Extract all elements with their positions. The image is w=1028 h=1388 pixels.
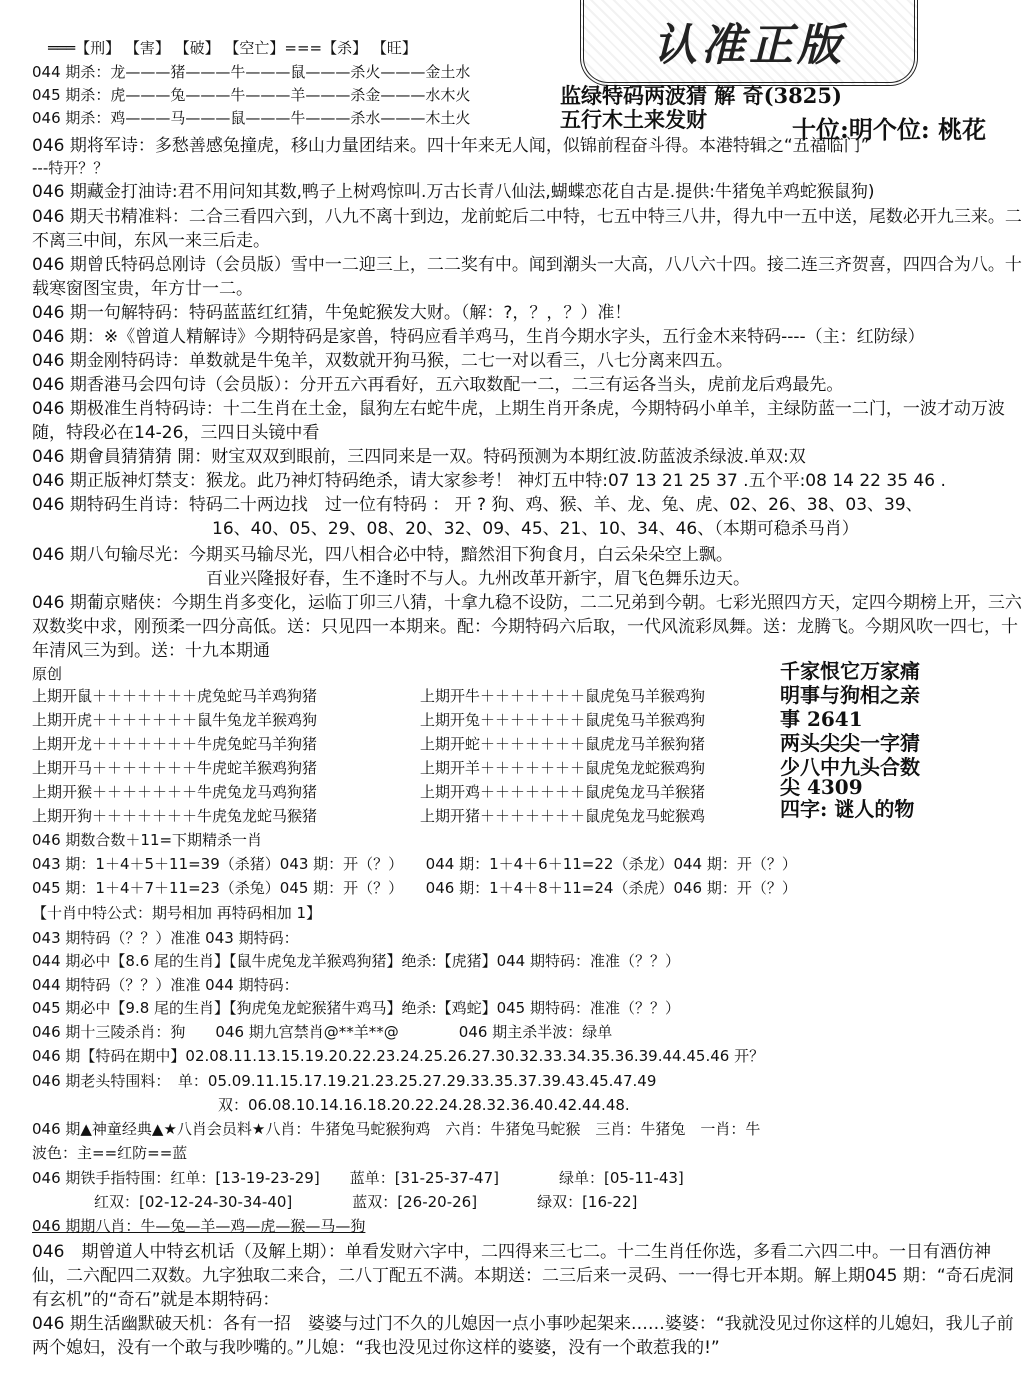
text-line: 046 期数合数＋11=下期精杀一肖 (32, 831, 263, 849)
header-row: ═══【刑】 【害】 【破】 【空亡】===【杀】 【旺】 (48, 39, 417, 57)
text-line: 百业兴隆报好春，生不逢时不与人。九州改革开新宇，眉飞色舞乐边天。 (206, 569, 750, 589)
text-line: 043 期：1＋4＋5＋11=39（杀猪）043 期：开（？） 044 期：1＋4＋6＋11=22（杀龙）044 期：开（？） (32, 855, 797, 873)
zodiac-left: 上期开虎＋＋＋＋＋＋＋鼠牛兔龙羊猴鸡狗 (32, 711, 318, 729)
text-line: 046 期期八肖：牛—兔—羊—鸡—虎—猴—马—狗 (32, 1217, 366, 1235)
zodiac-left: 上期开龙＋＋＋＋＋＋＋牛虎兔蛇马羊狗猪 (32, 735, 318, 753)
riddle-line: 千家恨它万家痛 (780, 659, 920, 683)
zodiac-right: 上期开蛇＋＋＋＋＋＋＋鼠虎龙马羊猴狗猪 (420, 735, 706, 753)
text-line: ---特开？？ (32, 159, 109, 177)
text-line: 【十肖中特公式：期号相加 再特码相加 1】 (32, 904, 322, 922)
zodiac-left: 上期开狗＋＋＋＋＋＋＋牛虎兔龙蛇马猴猪 (32, 807, 318, 825)
text-line: 046 期将军诗：多愁善感兔撞虎，移山力量团结来。四十年来无人闻，似锦前程奋斗得。本港特辑之“五福临门” (32, 136, 870, 156)
overlay-tip-2: 五行木土来发财 (560, 107, 707, 132)
riddle-line: 四字: 谜人的物 (780, 797, 915, 821)
zodiac-right: 上期开羊＋＋＋＋＋＋＋鼠虎兔龙蛇猴鸡狗 (420, 759, 706, 777)
text-line: 046 期曾道人中特玄机话（及解上期）：单看发财六字中，二四得来三七二。十二生肖任你选，多看二六四二中。一日有酒仿神仙，二六配四二双数。九字独取二来合，二八丁配五不满。本期送：二三后来一灵码、一一得七开本期。解上期045 期：“奇石虎洞有玄机”的“奇石”就是本期特码： (32, 1242, 1014, 1310)
text-line: 046 期特码生肖诗：特码二十两边找 过一位有特码 ： 开 ? 狗、鸡、猴、羊、龙、兔、虎、02、26、38、03、39、 (32, 495, 923, 515)
text-line: 046 期：※《曾道人精解诗》今期特码是家兽，特码应看羊鸡马，生肖今期水字头，五行金木来特码----（主：红防绿） (32, 327, 925, 347)
text-line: 046 期天书精准料：二合三看四六到，八九不离十到边，龙前蛇后二中特，七五中特三八井，得九中一五中送，尾数必开九三来。二不离三中间，东风一来三后走。 (32, 207, 1022, 251)
kill-row: 045 期杀：虎———兔———牛———羊———杀金———水木火 (32, 86, 471, 104)
text-line: 046 期【特码在期中】02.08.11.13.15.19.20.22.23.24.25.26.27.30.32.33.34.35.36.39.44.45.46 开？ (32, 1047, 765, 1065)
authentic-stamp: 认准正版 (580, 0, 918, 86)
text-line: 046 期十三陵杀肖：狗 046 期九宫禁肖@**羊**@ 046 期主杀半波：绿单 (32, 1023, 613, 1041)
text-line: 046 期香港马会四句诗（会员版）：分开五六再看好，五六取数配一二，二三有运各当头，虎前龙后鸡最先。 (32, 375, 844, 395)
text-line: 045 期必中【9.8 尾的生肖】【狗虎兔龙蛇猴猪牛鸡马】绝杀:【鸡蛇】045 期特码：准准（？？） (32, 999, 680, 1017)
text-line: 原创 (32, 665, 63, 683)
text-line: 043 期特码（？？）准准 043 期特码： (32, 929, 299, 947)
zodiac-left: 上期开鼠＋＋＋＋＋＋＋虎兔蛇马羊鸡狗猪 (32, 687, 318, 705)
overlay-tip-1: 监绿特码两波猜 解 奇(3825) (560, 83, 842, 108)
text-line: 046 期曾氏特码总刚诗（会员版）雪中一二迎三上，二二奖有中。闻到潮头一大高，八八六十四。接二连三齐贺喜，四四合为八。十载寒窗图宝贵，年方廿一二。 (32, 255, 1022, 299)
riddle-line: 两头尖尖一字猜 (780, 731, 920, 755)
text-line: 044 期必中【8.6 尾的生肖】【鼠牛虎兔龙羊猴鸡狗猪】绝杀:【虎猪】044 期特码：准准（？？） (32, 952, 680, 970)
riddle-line: 事 2641 (780, 707, 863, 731)
text-line: 双：06.08.10.14.16.18.20.22.24.28.32.36.40.42.44.48. (218, 1096, 630, 1114)
text-line: 046 期會員猜猜猜 開：财宝双双到眼前，三四同来是一双。特码预测为本期红波.防蓝波杀绿波.单双:双 (32, 447, 806, 467)
riddle-line: 少八中九头合数 (780, 755, 920, 779)
text-line: 046 期藏金打油诗:君不用问知其数,鸭子上树鸡惊叫.万古长青八仙法,蝴蝶恋花自古是.提供:牛猪兔羊鸡蛇猴鼠狗) (32, 182, 875, 202)
zodiac-right: 上期开鸡＋＋＋＋＋＋＋鼠虎兔龙马羊猴猪 (420, 783, 706, 801)
zodiac-right: 上期开猪＋＋＋＋＋＋＋鼠虎兔龙马蛇猴鸡 (420, 807, 706, 825)
text-line: 046 期▲神童经典▲★八肖会员料★八肖：牛猪兔马蛇猴狗鸡 六肖：牛猪兔马蛇猴 三肖：牛猪兔 一肖：牛 (32, 1120, 761, 1138)
text-line: 046 期生活幽默破天机：各有一招 婆婆与过门不久的儿媳因一点小事吵起架来……婆婆：“我就没见过你这样的儿媳妇，我儿子前两个媳妇，没有一个敢与我吵嘴的。”儿媳：“我也没见过你这样的婆婆，没有一个敢惹我的!” (32, 1314, 1014, 1358)
text-line: 046 期一句解特码：特码蓝蓝红红猜，牛兔蛇猴发大财。（解：?，？，？）准！ (32, 303, 632, 323)
riddle-line: 尖 4309 (780, 775, 863, 799)
text-line: 046 期葡京赌侠：今期生肖多变化，运临丁卯三八猜，十拿九稳不设防，二二兄弟到今朝。七彩光照四方天，定四今期榜上开，三六双数奖中求，刚预柔一四分高低。送：只见四一本期来。配：今期特码六后取，一代风流彩凤舞。送：龙腾飞。今期风吹一四七，十年清风三为到。送：十九本期通 (32, 593, 1022, 661)
zodiac-right: 上期开兔＋＋＋＋＋＋＋鼠虎兔马羊猴鸡狗 (420, 711, 706, 729)
text-line: 046 期正版神灯禁支：猴龙。此乃神灯特码绝杀，请大家参考！ 神灯五中特:07 13 21 25 37 .五个平:08 14 22 35 46 . (32, 471, 946, 491)
zodiac-left: 上期开猴＋＋＋＋＋＋＋牛虎兔龙马鸡狗猪 (32, 783, 318, 801)
text-line: 046 期极准生肖特码诗：十二生肖在土金，鼠狗左右蛇牛虎，上期生肖开条虎，今期特码小单羊，主绿防蓝一二门，一波才动万波随，特段必在14-26，三四日头镜中看 (32, 399, 1005, 443)
text-line: 046 期铁手指特围：红单：[13-19-23-29] 蓝单：[31-25-37-47] 绿单：[05-11-43] (32, 1169, 684, 1187)
text-line: 045 期：1＋4＋7＋11=23（杀兔）045 期：开（？） 046 期：1＋4＋8＋11=24（杀虎）046 期：开（？） (32, 879, 797, 897)
text-line: 波色：主==红防==蓝 (32, 1144, 188, 1162)
text-line: 16、40、05、29、08、20、32、09、45、21、10、34、46、（本期可稳杀马肖） (212, 519, 859, 539)
overlay-tip-3: 十位:明个位: 桃花 (792, 115, 987, 144)
riddle-line: 明事与狗相之亲 (780, 683, 920, 707)
text-line: 046 期金刚特码诗：单数就是牛兔羊，双数就开狗马猴，二七一对以看三，八七分离来四五。 (32, 351, 733, 371)
text-line: 046 期八句输尽光：今期买马输尽光，四八相合必中特，黯然泪下狗食月，白云朵朵空上飘。 (32, 545, 733, 565)
kill-row: 044 期杀：龙———猪———牛———鼠———杀火———金土水 (32, 63, 471, 81)
zodiac-right: 上期开牛＋＋＋＋＋＋＋鼠虎兔马羊猴鸡狗 (420, 687, 706, 705)
text-line: 044 期特码（？？）准准 044 期特码： (32, 976, 299, 994)
text-line: 046 期老头特围料： 单：05.09.11.15.17.19.21.23.25.27.29.33.35.37.39.43.45.47.49 (32, 1072, 657, 1090)
text-line: 红双：[02-12-24-30-34-40] 蓝双：[26-20-26] 绿双：[16-22] (94, 1193, 638, 1211)
zodiac-left: 上期开马＋＋＋＋＋＋＋牛虎蛇羊猴鸡狗猪 (32, 759, 318, 777)
kill-row: 046 期杀：鸡———马———鼠———牛———杀水———木土火 (32, 109, 471, 127)
